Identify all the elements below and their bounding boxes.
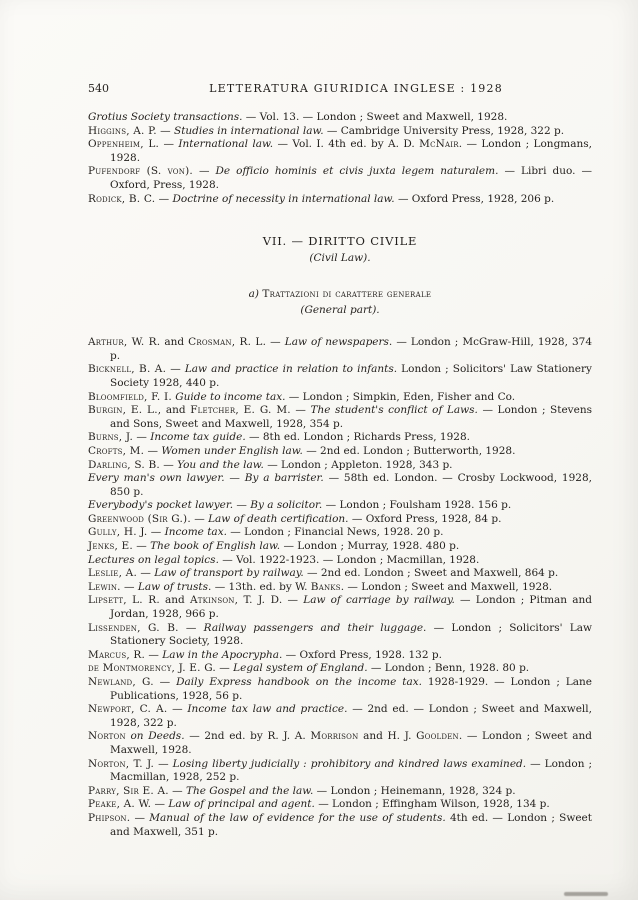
bibliography-entry [88, 567, 592, 581]
entry-title: Grotius Society transactions. [88, 111, 243, 123]
civil-law-entries-list [88, 336, 592, 839]
entry-title: Everybody's pocket lawyer. — By a solicitor. [88, 499, 323, 512]
bibliography-entry [88, 594, 592, 621]
entry-title: Legal system of England. [233, 662, 368, 675]
entry-title: Law of transport by railway. [154, 567, 304, 580]
entry-text: — [133, 431, 151, 444]
bibliography-entry [88, 540, 592, 554]
entry-text: — London ; Appleton. 1928, 343 p. [263, 458, 453, 471]
bibliography-entry [88, 812, 592, 839]
bibliography-entry [88, 472, 592, 499]
bibliography-entry [88, 649, 592, 663]
entry-text: — [154, 757, 173, 770]
bibliography-entry [88, 758, 592, 785]
entry-text: — London ; Simpkin, Eden, Fisher and Co. [285, 390, 516, 403]
entry-text: . — London ; Sweet and Maxwell, 1928. [110, 730, 593, 756]
entry-title: The book of English law. [150, 540, 281, 553]
entry-text: London ; Solicitors' Law Stationery Society 1928, 440 p. [110, 363, 592, 389]
entry-author: Bloomfield, F. I. [88, 390, 172, 403]
entry-text: — [166, 363, 185, 376]
entry-text: — 2nd ed. London ; Butterworth, 1928. [302, 444, 516, 457]
entry-text: 1928-1929. — London ; Lane Publications, 1928, 56 p. [110, 676, 592, 702]
entry-author: Morrison [310, 730, 359, 743]
entry-title: Losing liberty judicially : prohibitory and kindred laws examined. [172, 757, 527, 770]
bibliography-entry [88, 336, 592, 363]
entry-title: Law and practice in relation to infants. [184, 363, 398, 376]
entry-text: — [130, 811, 150, 824]
entry-text: — Vol. I. 4th ed. by A. D. [273, 138, 420, 151]
entry-text: — Vol. 1922-1923. — London ; Macmillan, 1928. [218, 553, 480, 566]
entry-text: — [282, 594, 304, 607]
entry-author: Jenks, E. [88, 540, 133, 553]
entry-author: Pufendorf (S. von). [88, 165, 193, 178]
entry-text: — London ; Murray, 1928. 480 p. [280, 540, 460, 553]
entry-text: — [120, 580, 138, 593]
entry-title: Women under English law. [161, 444, 303, 457]
entry-text: — London ; Financial News, 1928. 20 p. [226, 526, 444, 539]
bibliography-entry [88, 138, 592, 165]
entry-text: — London ; Effingham Wilson, 1928, 134 p. [314, 798, 550, 811]
entry-text: and H. J. [358, 730, 417, 743]
entry-text: — Oxford Press, 1928, 84 p. [348, 512, 502, 525]
scan-artifact-mark [564, 892, 608, 896]
entry-author: Crosman, R. L. [188, 336, 267, 349]
bibliography-entry [88, 730, 592, 757]
entry-text: — 13th. ed. by W. [211, 580, 311, 593]
bibliography-entry [88, 111, 592, 125]
entry-title: Studies in international law. [174, 124, 324, 137]
entry-author: Arthur, W. R. [88, 336, 161, 349]
bibliography-entry [88, 513, 592, 527]
entry-text: — [192, 165, 216, 178]
entry-title: Law of newspapers. [284, 336, 393, 349]
entry-author: Greenwood (Sir G.). [88, 512, 191, 525]
bibliography-entry [88, 391, 592, 405]
entry-text: — Vol. 13. — London ; Sweet and Maxwell, 1928. [242, 111, 508, 123]
entry-text: — London ; McGraw-Hill, 1928, 374 p. [110, 336, 592, 362]
entry-text: — London ; Solicitors' Law Stationery Society, 1928. [110, 621, 592, 648]
bibliography-entry [88, 526, 592, 540]
entry-text: — Oxford Press, 1928. 132 p. [282, 648, 442, 661]
subsection-label: a) [248, 288, 260, 301]
entry-title: Law of principal and agent. [168, 798, 315, 811]
entry-text: — [156, 124, 174, 137]
bibliography-entry [88, 445, 592, 459]
entry-author: Gully, H. J. [88, 526, 148, 539]
subsection-subtitle: (General part). [300, 304, 380, 317]
entry-text: . — London ; Longmans, 1928. [110, 138, 592, 164]
entry-author: Banks [310, 580, 341, 593]
entry-author: Lissenden, G. B. [88, 621, 179, 634]
entry-title: Income tax. [164, 526, 227, 539]
entry-title: The student's conflict of Laws. [310, 404, 478, 417]
entry-title: The Gospel and the law. [185, 784, 314, 797]
bibliography-entry [88, 431, 592, 445]
bibliography-entry [88, 785, 592, 799]
bibliography-entry [88, 499, 592, 513]
entry-text: — [178, 621, 204, 634]
section-title: VII. — DIRITTO CIVILE [262, 234, 418, 249]
bibliography-entry [88, 798, 592, 812]
entry-author: Oppenheim, L. [88, 138, 160, 151]
entry-text: — Cambridge University Press, 1928, 322 p. [323, 124, 565, 137]
entry-title: Law in the Apocrypha. [162, 648, 283, 661]
section-subtitle: (Civil Law). [309, 252, 371, 265]
entry-author: Burgin, E. L., [88, 404, 162, 417]
entry-author: Crofts, M. [88, 444, 145, 457]
entry-text: — London ; Stevens and Sons, Sweet and Maxwell, 1928, 354 p. [110, 404, 592, 430]
entry-author: McNair [419, 138, 459, 151]
entry-author: Leslie, A. [88, 567, 137, 580]
entry-text: — [153, 676, 177, 688]
bibliography-entry [88, 404, 592, 431]
page-number: 540 [88, 82, 109, 95]
bibliography-entry [88, 193, 592, 207]
entry-author: Lewin. [88, 580, 121, 593]
entry-author: Newland, G. [88, 676, 154, 688]
entry-text: — 2nd ed. — London ; Sweet and Maxwell, 1928, 322 p. [110, 703, 592, 729]
entry-text: — 58th ed. London. — Crosby Lockwood, 1928, 850 p. [110, 472, 592, 498]
entry-title: Income tax guide. [150, 431, 246, 444]
bibliography-entry [88, 125, 592, 139]
entry-text: — [151, 798, 169, 811]
entry-text: — [167, 703, 188, 716]
entry-text: and [161, 404, 191, 417]
entry-author: Darling, S. B. [88, 458, 160, 471]
entry-text: — [168, 784, 186, 797]
entry-text: — Libri duo. — Oxford, Press, 1928. [110, 165, 592, 191]
entry-text: — [132, 540, 151, 553]
entry-text: and [160, 336, 189, 349]
section-heading-block [88, 234, 592, 264]
bibliography-entry [88, 459, 592, 473]
page-header [88, 82, 592, 95]
entry-text: — [147, 526, 165, 539]
entry-title: De officio hominis et civis juxta legem naturalem. [215, 165, 499, 178]
entry-text: — [215, 662, 234, 675]
entry-text: — [190, 512, 209, 525]
entry-title: Railway passengers and their luggage. [203, 621, 427, 634]
entry-author: Atkinson, T. J. D. [189, 594, 283, 607]
entry-text: — 2nd ed. London ; Sweet and Maxwell, 864 p. [303, 567, 559, 580]
subsection-title-text: Trattazioni di carattere generale [262, 288, 432, 301]
entry-author: Norton, T. J. [88, 757, 155, 770]
entry-text: — London ; Pitman and Jordan, 1928, 966 p. [110, 594, 592, 621]
bibliography-entry [88, 554, 592, 568]
entry-title: Law of death certification. [208, 512, 349, 525]
entry-title: Manual of the law of evidence for the use of students. [149, 811, 446, 824]
entry-text: — London ; Foulsham 1928. 156 p. [322, 499, 512, 512]
entry-text: — 8th ed. London ; Richards Press, 1928. [245, 431, 470, 444]
entry-title: Law of carriage by railway. [303, 594, 455, 607]
subsection-heading-block [88, 288, 592, 316]
entry-title: on Deeds. [125, 730, 185, 743]
bibliography-entry [88, 622, 592, 649]
bibliography-entry [88, 662, 592, 676]
entry-title: Every man's own lawyer. — By a barrister. [88, 472, 324, 485]
bibliography-entry [88, 581, 592, 595]
entry-title: Daily Express handbook on the income tax. [176, 676, 422, 688]
entry-text: — London ; Macmillan, 1928, 252 p. [110, 757, 592, 784]
entry-title: Guide to income tax. [175, 390, 286, 403]
entry-title: Lectures on legal topics. [88, 553, 219, 566]
running-header-title: LETTERATURA GIURIDICA INGLESE : 1928 [209, 82, 503, 95]
entry-author: Higgins, A. P. [88, 124, 157, 137]
bibliography-entry [88, 703, 592, 730]
entry-author: Fletcher, E. G. M. [190, 404, 291, 417]
entry-author: Goolden [416, 730, 459, 743]
entry-author: Norton [88, 730, 126, 743]
bibliography-entry [88, 165, 592, 192]
entry-text: — 2nd ed. by R. J. A. [184, 730, 311, 743]
entry-author: Lipsett, L. R. [88, 594, 160, 607]
entry-title: Income tax law and practice. [187, 703, 348, 716]
entry-text: — [290, 404, 311, 417]
international-law-entries-list [88, 111, 592, 206]
entry-text: — London ; Heinemann, 1928, 324 p. [313, 784, 516, 797]
entry-author: Newport, C. A. [88, 703, 168, 716]
entry-text: — [159, 138, 179, 151]
entry-text: — [266, 336, 285, 349]
entry-text: — [137, 567, 155, 580]
entry-author: Rodick, B. C. [88, 192, 156, 205]
entry-title: You and the law. [177, 458, 264, 471]
entry-author: Peake, A. W. [88, 798, 152, 811]
entry-text: — [155, 192, 173, 205]
subsection-title [88, 288, 592, 300]
entry-text: 4th ed. — London ; Sweet and Maxwell, 351 p. [110, 811, 592, 838]
entry-title: International law. [178, 138, 274, 151]
entry-text: — [144, 444, 162, 457]
entry-author: Parry, Sir E. A. [88, 784, 169, 797]
entry-text: — London ; Benn, 1928. 80 p. [367, 662, 530, 675]
entry-text: and [159, 594, 190, 607]
bibliography-entry [88, 363, 592, 390]
entry-author: Bicknell, B. A. [88, 363, 167, 376]
entry-text: — [159, 458, 178, 471]
entry-title: Doctrine of necessity in international law. [172, 192, 395, 205]
entry-author: de Montmorency, J. E. G. [88, 662, 216, 675]
bibliography-entry [88, 676, 592, 703]
entry-text: — [145, 648, 163, 661]
entry-title: Law of trusts. [137, 580, 212, 593]
entry-text: . — London ; Sweet and Maxwell, 1928. [340, 580, 553, 593]
entry-author: Marcus, R. [88, 648, 146, 661]
entry-author: Burns, J. [88, 431, 134, 444]
entry-text: — Oxford Press, 1928, 206 p. [394, 192, 555, 205]
entry-author: Phipson. [88, 811, 131, 824]
